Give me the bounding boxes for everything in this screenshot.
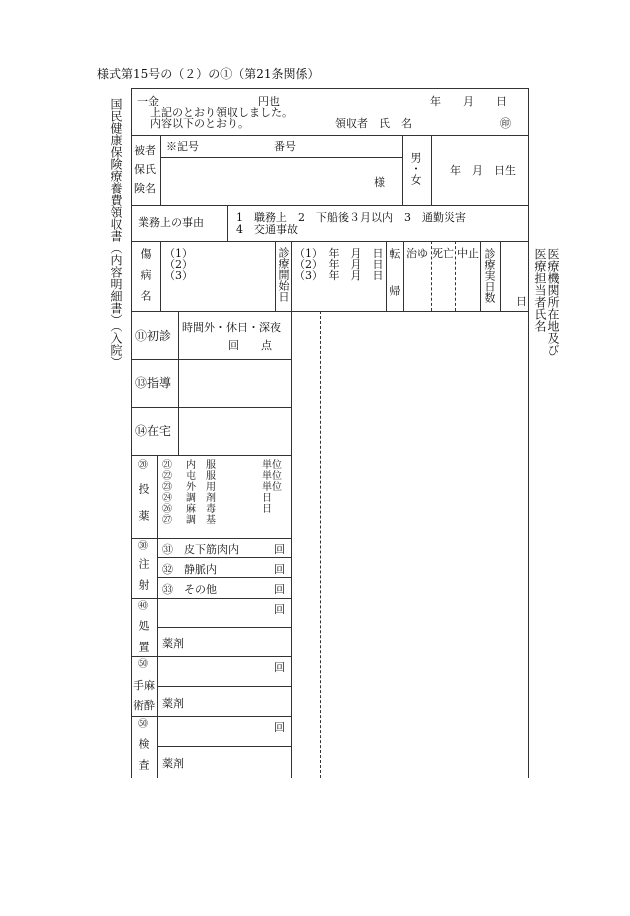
outcome-label: 転帰 <box>388 248 401 322</box>
injection-label: 注射 <box>137 558 150 600</box>
start-date-2: （2） 年 月 日 <box>294 258 384 271</box>
divider-injection <box>157 538 158 598</box>
divider-medication <box>157 455 158 538</box>
surgery-unit: 回 <box>274 661 285 674</box>
surgery-num: ㊿ <box>138 659 148 670</box>
medication-row-num: ㉗ <box>162 515 172 526</box>
medication-row-num: ㉒ <box>162 471 172 482</box>
exam-unit: 回 <box>274 721 285 734</box>
divider-exam-mid <box>157 746 291 747</box>
divider-disease-e <box>403 241 404 311</box>
treatment-drug: 薬剤 <box>162 637 184 650</box>
injection-row-unit: 回 <box>274 563 285 576</box>
divider-disease-top <box>131 241 529 242</box>
treatment-num: ㊵ <box>138 601 148 612</box>
medication-label: 投薬 <box>137 483 150 537</box>
divider-disease-g <box>500 241 501 311</box>
injection-row-num: ㉝ <box>162 583 173 596</box>
disease-label: 傷病名 <box>139 248 152 311</box>
injection-row-unit: 回 <box>274 583 285 596</box>
medication-row-num: ㉔ <box>162 493 172 504</box>
divider-guidance-top <box>131 359 291 360</box>
divider-disease-b <box>275 241 276 311</box>
divider-body-left <box>291 311 292 778</box>
medication-row-num: ㉖ <box>162 504 172 515</box>
medication-num: ⑳ <box>138 460 148 471</box>
days-label: 診療実日数 <box>483 248 496 303</box>
injection-row-name: 皮下筋肉内 <box>184 543 239 556</box>
treatment-unit: 回 <box>274 603 285 616</box>
insured-sex: 男・女 <box>409 152 422 185</box>
injection-row-num: ㉜ <box>162 563 173 576</box>
insured-symbol: ※記号 <box>166 140 199 153</box>
divider-exam-top <box>131 716 291 717</box>
medication-row-num: ㉓ <box>162 482 172 493</box>
divider-medication-top <box>131 455 291 456</box>
medication-row-name: 屯 服 <box>186 471 216 482</box>
divider-insured-top <box>131 135 529 136</box>
medication-row-unit: 日 <box>262 493 272 504</box>
cause-line2: 4 交通事故 <box>236 223 298 236</box>
surgery-drug: 薬剤 <box>162 697 184 710</box>
surgery-label-2: 術酔 <box>133 699 155 712</box>
medication-row-num: ㉑ <box>162 460 172 471</box>
exam-label: 検査 <box>137 738 150 780</box>
divider-injection-top <box>131 538 291 539</box>
divider-disease-a <box>160 241 161 311</box>
cause-label: 業務上の事由 <box>138 216 204 229</box>
divider-treatment-mid <box>157 627 291 628</box>
medication-row-name: 調 基 <box>186 515 216 526</box>
divider-exam <box>157 716 158 778</box>
medication-row-name: 外 用 <box>186 482 216 493</box>
divider-insured-inner <box>160 157 402 158</box>
side-label-right: 医療機関所在地及び医療担当者氏名 <box>533 248 560 356</box>
disease-item-2: （2） <box>164 258 193 271</box>
insured-number: 番号 <box>274 140 296 153</box>
form-frame <box>131 88 529 778</box>
exam-num: ㊿ <box>138 719 148 730</box>
insured-birth: 年 月 日生 <box>450 164 516 177</box>
first-visit-note2: 回 点 <box>228 339 272 352</box>
disease-item-1: （1） <box>164 247 193 260</box>
divider-surgery-top <box>131 656 291 657</box>
insured-label-3: 険名 <box>134 182 156 195</box>
divider-body-top <box>131 311 529 312</box>
divider-inj-row1 <box>157 557 291 558</box>
cause-line1: 1 職務上 2 下船後３月以内 3 通勤災害 <box>236 211 466 224</box>
divider-first-visit <box>178 311 179 359</box>
days-unit: 日 <box>516 295 527 308</box>
divider-disease-d <box>386 241 387 311</box>
medication-row-unit: 単位 <box>262 460 282 471</box>
divider-treatment-top <box>131 598 291 599</box>
form-title: 様式第15号の（２）の①（第21条関係） <box>97 67 320 81</box>
injection-row-num: ㉛ <box>162 543 173 556</box>
start-date-1: （1） 年 月 日 <box>294 247 384 260</box>
medication-row-name: 内 服 <box>186 460 216 471</box>
first-visit-label: ⑪初診 <box>135 329 172 343</box>
dash-center <box>320 311 321 778</box>
medication-row-unit: 日 <box>262 504 272 515</box>
receipt-line2: 内容以下のとおり。 <box>150 117 249 130</box>
start-date-label: 診療開始日 <box>277 247 290 302</box>
insured-label-2: 保氏 <box>134 163 156 176</box>
receiver-label: 領収者 氏 名 <box>335 117 412 130</box>
medication-row-unit: 単位 <box>262 482 282 493</box>
injection-row-name: 静脈内 <box>184 563 217 576</box>
divider-inj-row2 <box>157 577 291 578</box>
disease-item-3: （3） <box>164 269 193 282</box>
insured-label-1: 被者 <box>134 144 156 157</box>
injection-row-unit: 回 <box>274 543 285 556</box>
amount-unit: 円也 <box>258 95 280 108</box>
divider-home <box>178 407 179 455</box>
outcome-cured: 治ゆ <box>406 247 428 260</box>
home-label: ⑭在宅 <box>135 424 172 438</box>
medication-row-name: 調 剤 <box>186 493 216 504</box>
injection-num: ㉚ <box>138 541 148 552</box>
seal-mark: ㊞ <box>500 117 511 130</box>
divider-insured-birth <box>431 135 432 205</box>
outcome-stop: 中止 <box>457 247 479 260</box>
medication-row-name: 麻 毒 <box>186 504 216 515</box>
insured-honorific: 様 <box>374 176 385 189</box>
divider-insured-label <box>160 135 161 205</box>
start-date-3: （3） 年 月 日 <box>294 269 384 282</box>
receipt-line1: 上記のとおり領収しました。 <box>150 106 293 119</box>
exam-drug: 薬剤 <box>162 757 184 770</box>
surgery-label-1: 手麻 <box>133 679 155 692</box>
divider-cause-top <box>131 205 529 206</box>
medication-row-unit: 単位 <box>262 471 282 482</box>
dash-outcome-2 <box>455 241 456 311</box>
side-label-left: 国民健康保険療養費領収書（内容明細書）（入院） <box>109 98 123 368</box>
divider-surgery-mid <box>157 686 291 687</box>
divider-insured-sex <box>402 135 403 205</box>
divider-cause <box>227 205 228 241</box>
receipt-date: 年 月 日 <box>430 95 507 108</box>
treatment-label: 処置 <box>137 620 150 662</box>
guidance-label: ⑬指導 <box>135 376 172 390</box>
first-visit-note1: 時間外・休日・深夜 <box>182 321 281 334</box>
divider-disease-c <box>291 241 292 311</box>
outcome-death: 死亡 <box>432 247 454 260</box>
injection-row-name: その他 <box>184 583 217 596</box>
divider-home-top <box>131 407 291 408</box>
amount-prefix: 一金 <box>137 95 159 108</box>
divider-disease-f <box>480 241 481 311</box>
divider-guidance <box>178 359 179 407</box>
